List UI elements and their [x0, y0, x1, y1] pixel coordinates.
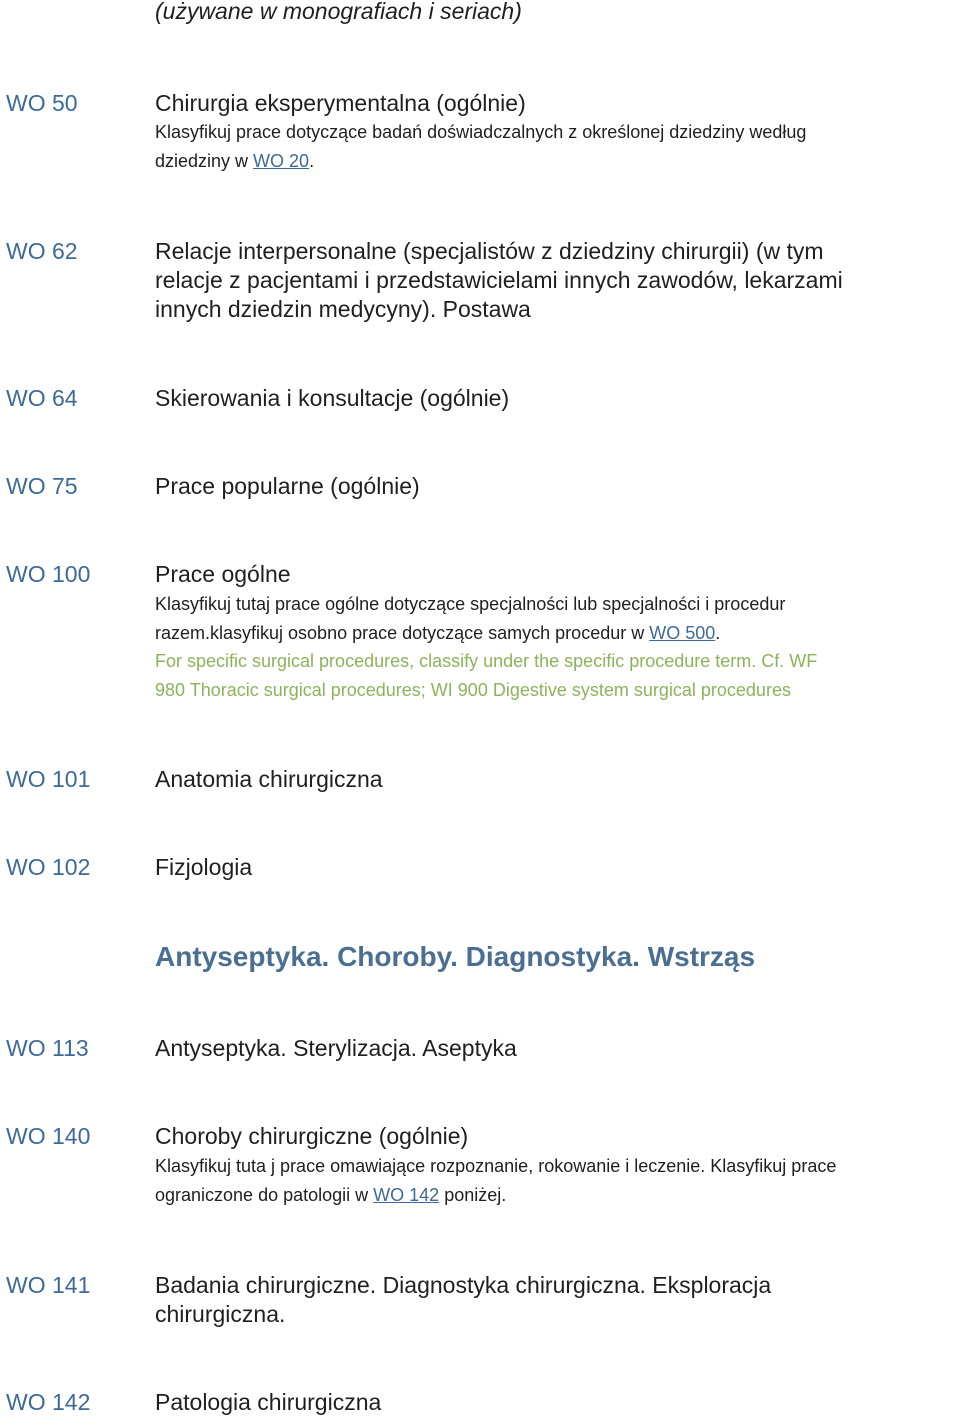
intro-text: (używane w monografiach i seriach): [155, 0, 522, 24]
entry-title: Patologia chirurgiczna: [155, 1389, 382, 1415]
entry-title: Relacje interpersonalne (specjalistów z dziedziny chirurgii) (w tym: [155, 238, 824, 264]
entry-code: WO 100: [6, 561, 91, 587]
entry-note-line: [155, 151, 314, 172]
cross-reference-link[interactable]: WO 500: [649, 623, 716, 643]
entry-code: WO 113: [6, 1035, 89, 1061]
note-text: poniżej.: [439, 1185, 507, 1205]
entry-note-line: [155, 623, 720, 644]
entry-title: Choroby chirurgiczne (ogólnie): [155, 1123, 469, 1149]
entry-code: WO 140: [6, 1123, 91, 1149]
english-scope-note: 980 Thoracic surgical procedures; WI 900 Digestive system surgical procedures: [155, 680, 791, 700]
entry-title: Fizjologia: [155, 854, 253, 880]
entry-title: Antyseptyka. Sterylizacja. Aseptyka: [155, 1035, 517, 1061]
entry-title: Chirurgia eksperymentalna (ogólnie): [155, 90, 526, 116]
section-heading: Antyseptyka. Choroby. Diagnostyka. Wstrząs: [155, 941, 756, 972]
entry-code: WO 62: [6, 238, 78, 264]
entry-title-line: relacje z pacjentami i przedstawicielami innych zawodów, lekarzami: [155, 267, 843, 293]
cross-reference-link[interactable]: WO 20: [253, 151, 310, 171]
entry-note-line: [155, 1185, 506, 1206]
note-text: ograniczone do patologii w: [155, 1185, 374, 1205]
entry-code: WO 141: [6, 1272, 91, 1298]
entry-code: WO 50: [6, 90, 78, 116]
english-scope-note: For specific surgical procedures, classify under the specific procedure term. Cf. WF: [155, 651, 818, 671]
entry-code: WO 75: [6, 473, 78, 499]
entry-title: Badania chirurgiczne. Diagnostyka chirurgiczna. Eksploracja: [155, 1272, 772, 1298]
entry-code: WO 142: [6, 1389, 91, 1415]
entry-note: Klasyfikuj prace dotyczące badań doświadczalnych z określonej dziedziny według: [155, 122, 807, 142]
entry-code: WO 64: [6, 385, 78, 411]
entry-title: Skierowania i konsultacje (ogólnie): [155, 385, 510, 411]
cross-reference-link[interactable]: WO 142: [373, 1185, 440, 1205]
entry-note: Klasyfikuj tutaj prace ogólne dotyczące specjalności lub specjalności i procedur: [155, 594, 786, 614]
entry-title: Anatomia chirurgiczna: [155, 766, 383, 792]
entry-title-line: chirurgiczna.: [155, 1301, 286, 1327]
note-text: .: [309, 151, 315, 171]
entry-title: Prace popularne (ogólnie): [155, 473, 420, 499]
entry-title: Prace ogólne: [155, 561, 291, 587]
note-text: .: [715, 623, 721, 643]
entry-note: Klasyfikuj tuta j prace omawiające rozpoznanie, rokowanie i leczenie. Klasyfikuj prace: [155, 1156, 837, 1176]
note-text: dziedziny w: [155, 151, 254, 171]
entry-code: WO 102: [6, 854, 91, 880]
entry-code: WO 101: [6, 766, 91, 792]
entry-title-line: innych dziedzin medycyny). Postawa: [155, 296, 531, 322]
note-text: razem.klasyfikuj osobno prace dotyczące samych procedur w: [155, 623, 650, 643]
